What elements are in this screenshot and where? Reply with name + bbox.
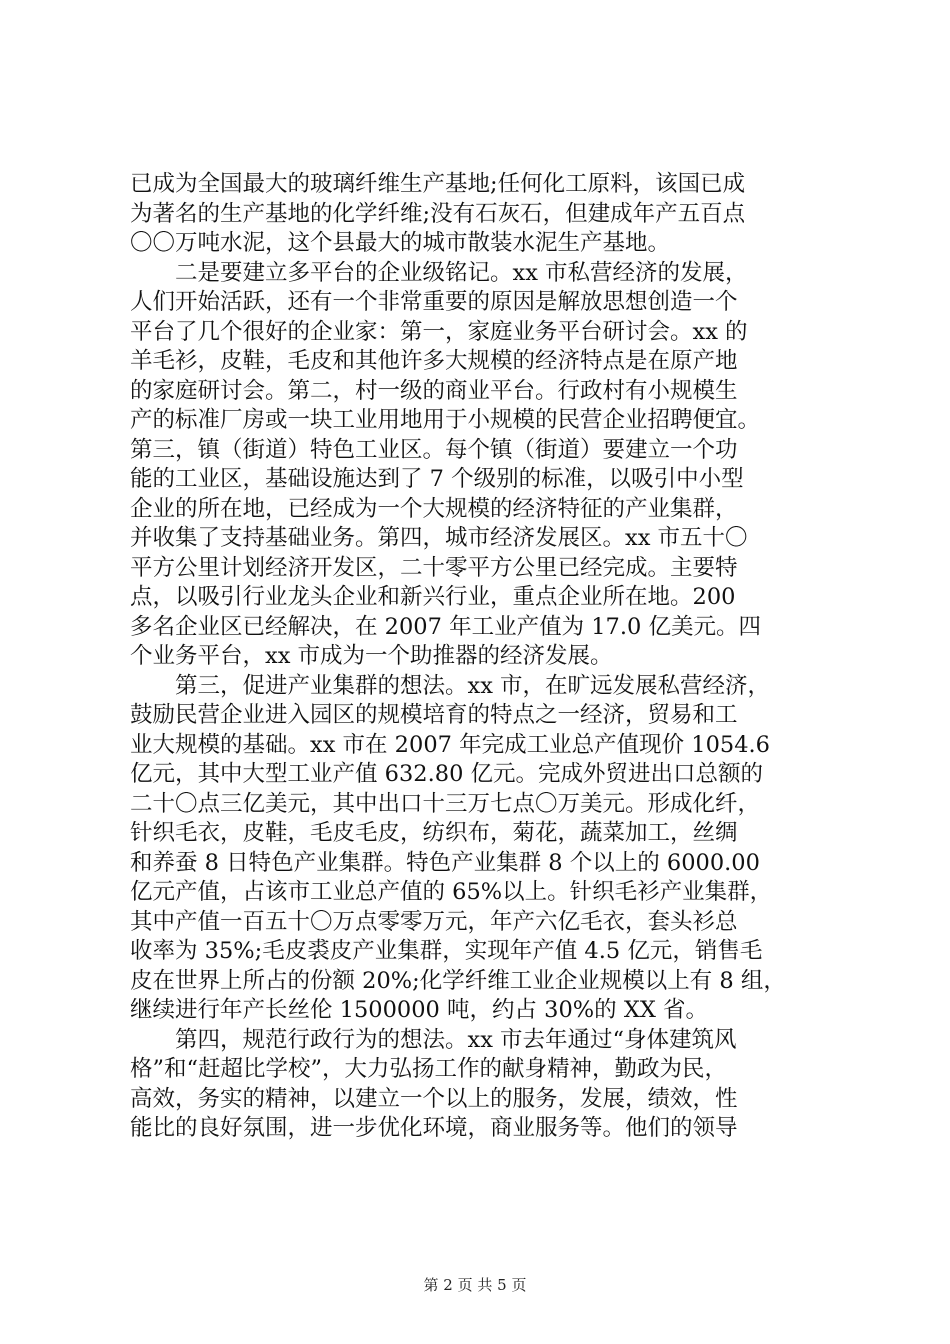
page-number-footer: 第 2 页 共 5 页 xyxy=(423,1276,527,1294)
text-line: 能的工业区，基础设施达到了 7 个级别的标准，以吸引中小型 xyxy=(130,466,744,492)
text-line: 点，以吸引行业龙头企业和新兴行业，重点企业所在地。200 xyxy=(130,584,736,610)
text-line: 已成为全国最大的玻璃纤维生产基地;任何化工原料，该国已成 xyxy=(130,171,746,197)
text-line: 为著名的生产基地的化学纤维;没有石灰石，但建成年产五百点 xyxy=(130,200,746,227)
text-line: 鼓励民营企业进入园区的规模培育的特点之一经济，贸易和工 xyxy=(130,702,738,728)
text-line: 能比的良好氛围，进一步优化环境，商业服务等。他们的领导 xyxy=(130,1115,738,1141)
text-line: 第四，规范行政行为的想法。xx 市去年通过“身体建筑风 xyxy=(130,1026,737,1053)
text-line: 的家庭研讨会。第二，村一级的商业平台。行政村有小规模生 xyxy=(130,377,738,404)
text-line: 亿元产值，占该市工业总产值的 65%以上。针织毛衫产业集群， xyxy=(130,879,773,905)
text-line: 二十〇点三亿美元，其中出口十三万七点〇万美元。形成化纤， xyxy=(130,790,761,817)
text-line: 和养蚕 8 日特色产业集群。特色产业集群 8 个以上的 6000.00 xyxy=(130,849,760,876)
text-line: 〇〇万吨水泥，这个县最大的城市散装水泥生产基地。 xyxy=(130,230,671,256)
text-line: 皮在世界上所占的份额 20%;化学纤维工业企业规模以上有 8 组， xyxy=(130,967,786,994)
text-line: 高效，务实的精神，以建立一个以上的服务，发展，绩效，性 xyxy=(130,1085,738,1112)
text-line: 其中产值一百五十〇万点零零万元，年产六亿毛衣，套头衫总 xyxy=(130,908,738,935)
text-line: 平方公里计划经济开发区，二十零平方公里已经完成。主要特 xyxy=(130,554,738,581)
text-line: 亿元，其中大型工业产值 632.80 亿元。完成外贸进出口总额的 xyxy=(130,761,764,787)
text-line: 多名企业区已经解决，在 2007 年工业产值为 17.0 亿美元。四 xyxy=(130,613,761,640)
text-line: 平台了几个很好的企业家：第一，家庭业务平台研讨会。xx 的 xyxy=(130,318,748,345)
text-line: 第三，促进产业集群的想法。xx 市，在旷远发展私营经济， xyxy=(130,672,771,699)
text-line: 收率为 35%;毛皮裘皮产业集群，实现年产值 4.5 亿元，销售毛 xyxy=(130,938,763,964)
text-line: 二是要建立多平台的企业级铭记。xx 市私营经济的发展， xyxy=(130,259,748,286)
text-line: 人们开始活跃，还有一个非常重要的原因是解放思想创造一个 xyxy=(130,289,738,315)
text-line: 业大规模的基础。xx 市在 2007 年完成工业总产值现价 1054.6 xyxy=(130,731,770,758)
text-line: 并收集了支持基础业务。第四，城市经济发展区。xx 市五十〇 xyxy=(130,525,748,551)
text-line: 第三，镇（街道）特色工业区。每个镇（街道）要建立一个功 xyxy=(130,436,738,463)
text-line: 继续进行年产长丝伦 1500000 吨，约占 30%的 XX 省。 xyxy=(130,997,709,1023)
text-line: 产的标准厂房或一块工业用地用于小规模的民营企业招聘便宜。 xyxy=(130,407,761,433)
document-body xyxy=(130,170,835,1144)
text-line: 针织毛衣，皮鞋，毛皮毛皮，纺织布，菊花，蔬菜加工，丝绸 xyxy=(130,820,738,846)
text-line: 羊毛衫，皮鞋，毛皮和其他许多大规模的经济特点是在原产地 xyxy=(130,348,738,374)
text-line: 个业务平台，xx 市成为一个助推器的经济发展。 xyxy=(130,643,613,669)
text-line: 企业的所在地，已经成为一个大规模的经济特征的产业集群， xyxy=(130,495,738,522)
text-line: 格”和“赶超比学校”，大力弘扬工作的献身精神，勤政为民， xyxy=(130,1056,728,1082)
